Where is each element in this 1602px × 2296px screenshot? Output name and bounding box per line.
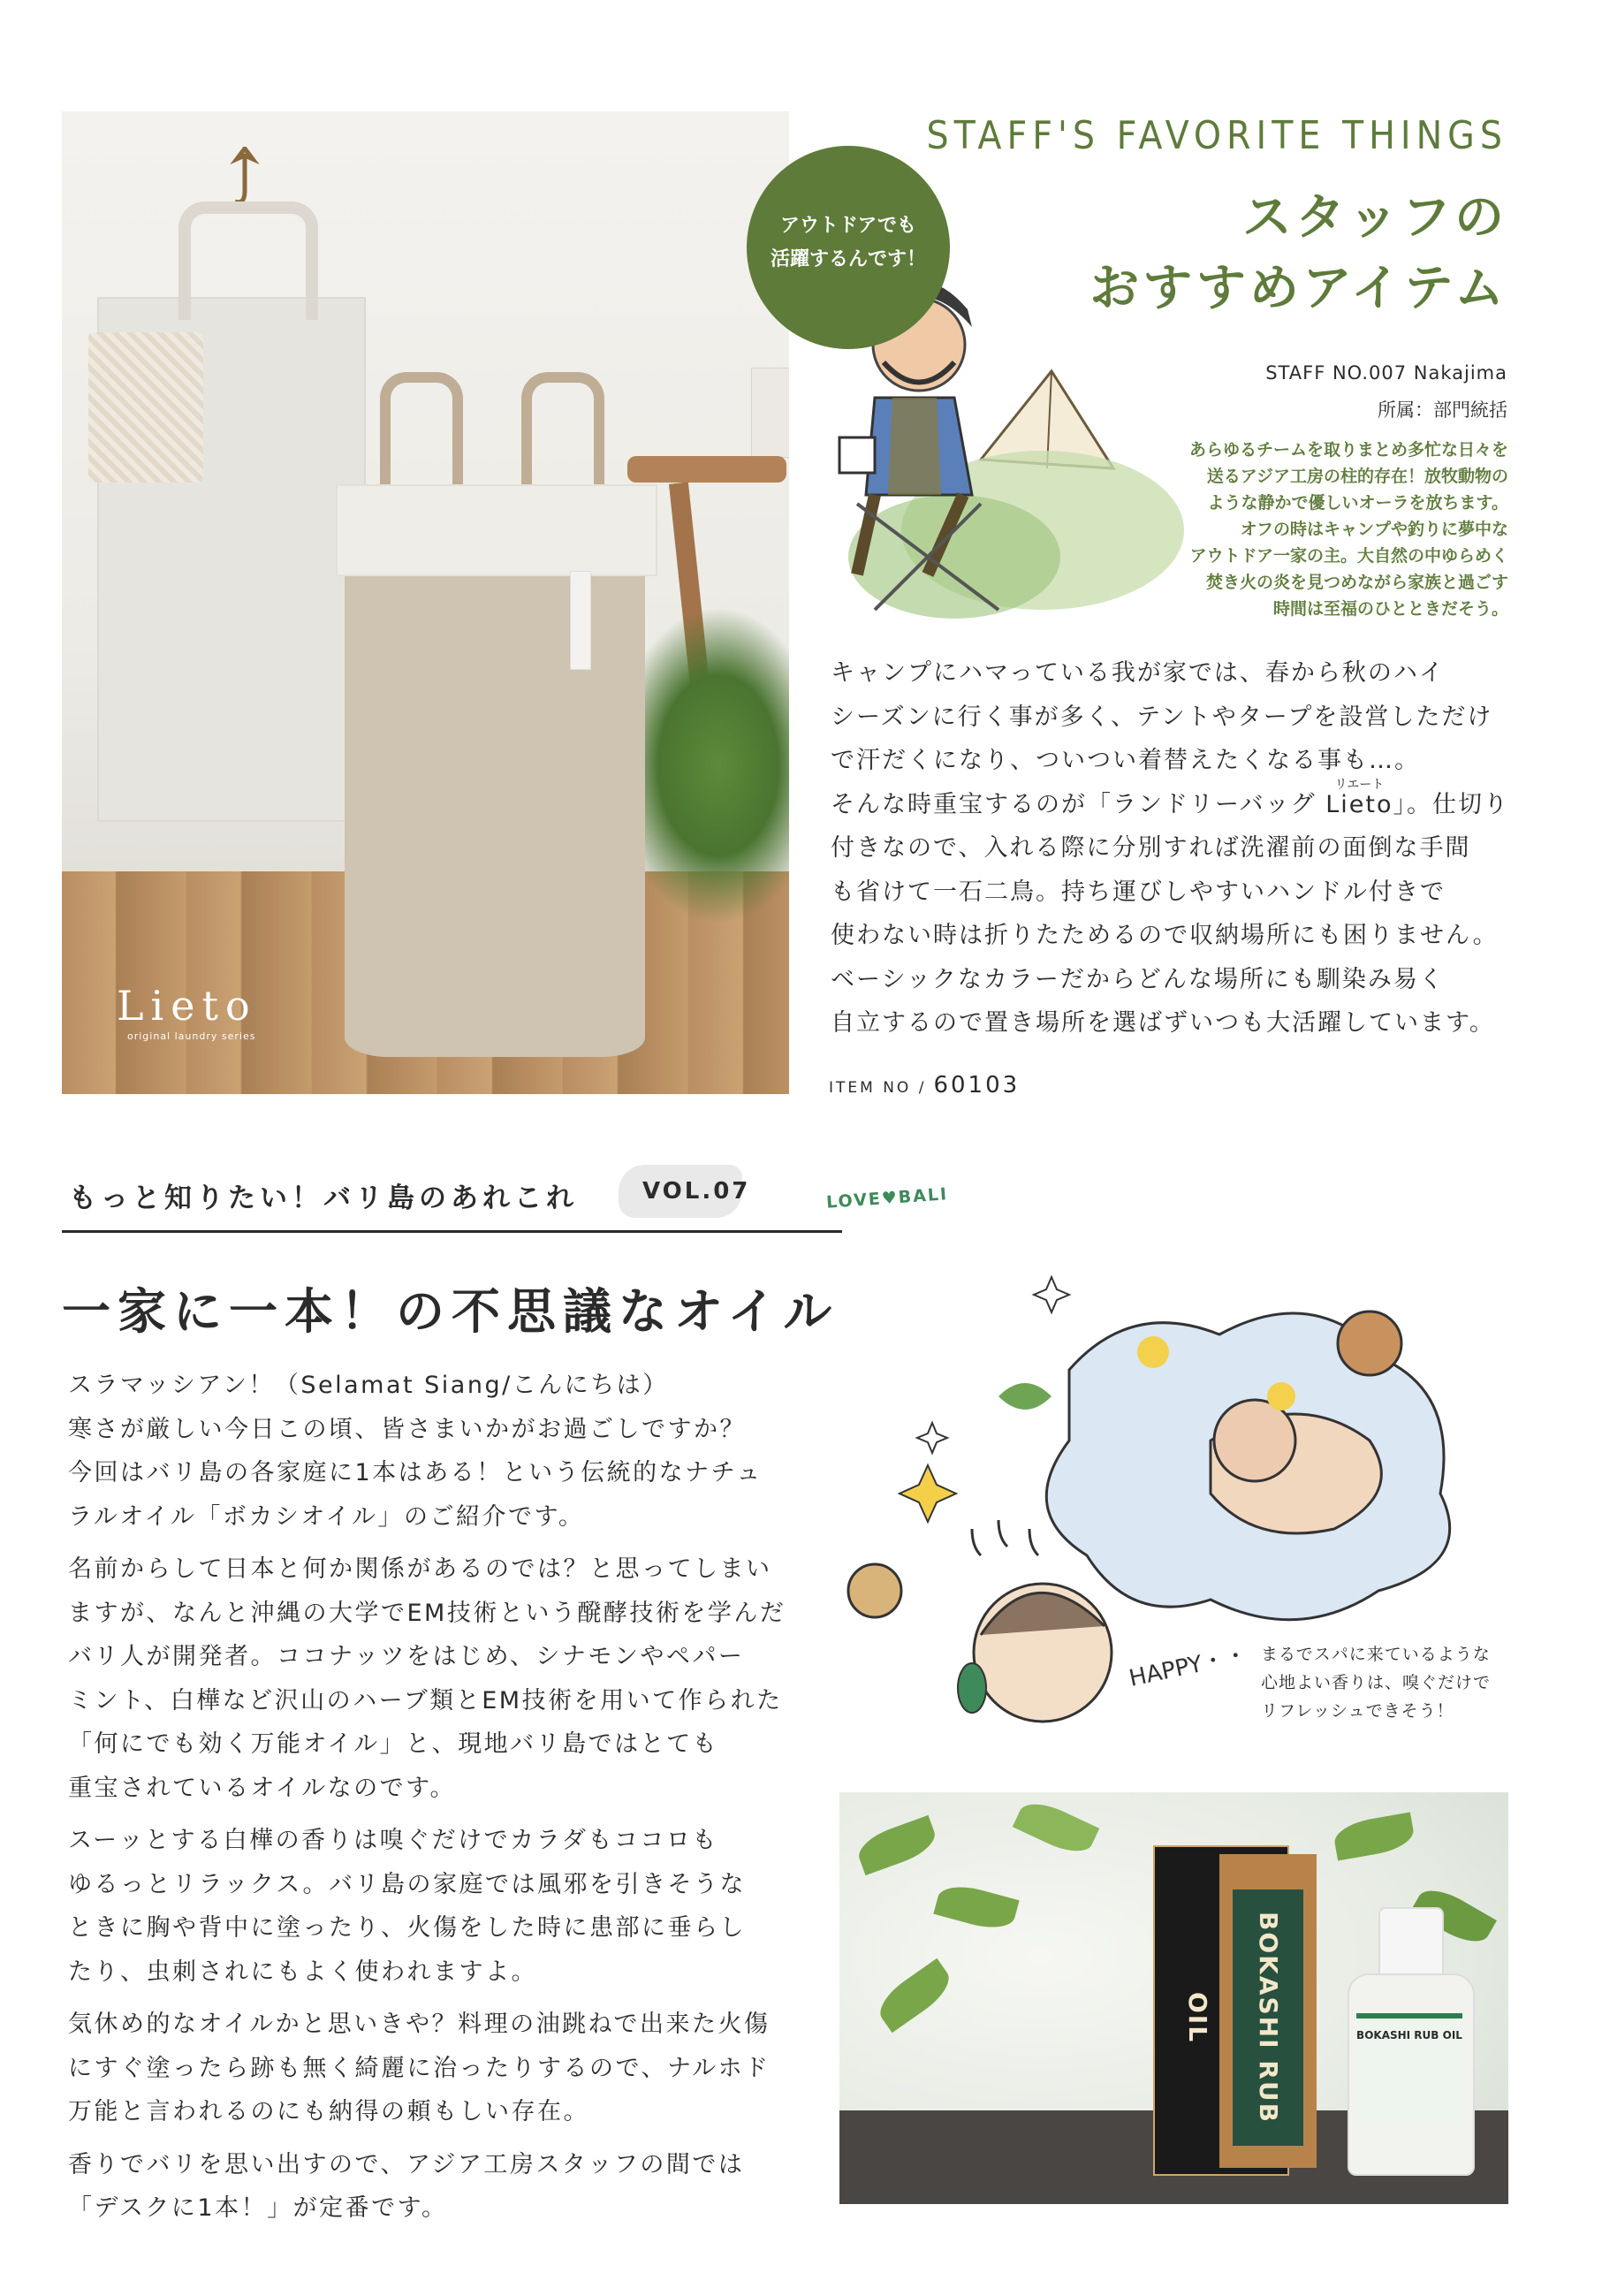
review-line: キャンプにハマっている我が家では、春から秋のハイ	[831, 659, 1445, 687]
profile-line: 時間は至福のひとときだそう。	[1272, 599, 1508, 619]
article-line: 寒さが厳しい今日この頃、皆さまいかがお過ごしですか？	[68, 1415, 746, 1443]
article-line: にすぐ塗ったら跡も無く綺麗に治ったりするので、ナルホド	[68, 2054, 771, 2082]
article-paragraph	[68, 2143, 801, 2231]
article-line: 香りでバリを思い出すので、アジア工房スタッフの間では	[68, 2150, 745, 2178]
article-line: ミント、白樺など沢山のハーブ類とEM技術を用いて作られた	[68, 1686, 783, 1714]
article-line: たり、虫刺されにもよく使われますよ。	[68, 1958, 537, 1986]
leaf	[1013, 1795, 1099, 1860]
review-line: も省けて一石二鳥。持ち運びしやすいハンドル付きで	[831, 878, 1446, 906]
staff-number: STAFF NO.007 Nakajima	[1265, 362, 1507, 384]
leaf	[872, 1958, 958, 2033]
article-line: バリ人が開発者。ココナッツをはじめ、シナモンやペパー	[68, 1643, 745, 1670]
staff-review-text	[831, 651, 1511, 1045]
leaf	[854, 1815, 940, 1875]
review-text-fragment: そんな時重宝するのが「ランドリーバッグ	[831, 790, 1326, 818]
speech-bubble-circle	[747, 146, 950, 349]
standing-laundry-bag	[345, 491, 645, 1057]
caption-line: リフレッシュできそう！	[1261, 1701, 1454, 1721]
article-line: 万能と言われるのにも納得の頼もしい存在。	[68, 2098, 589, 2125]
article-paragraph	[68, 1364, 801, 1539]
lieto-ruby	[1325, 777, 1393, 827]
review-line	[831, 777, 1511, 827]
profile-line: オフの時はキャンプや釣りに夢中な	[1240, 520, 1508, 539]
lieto-ruby-reading: リエート	[1334, 777, 1385, 792]
bali-series-heading: もっと知りたい！バリ島のあれこれ	[69, 1182, 578, 1214]
oil-box-label: BOKASHI RUB OIL	[1233, 1889, 1303, 2146]
caption-line: 心地よい香りは、嗅ぐだけで	[1261, 1673, 1492, 1692]
item-number	[829, 1072, 1020, 1099]
review-text-fragment: 」。仕切り	[1393, 790, 1509, 818]
lieto-logo: Lieto	[117, 982, 257, 1030]
review-line: 自立するので置き場所を選ばずいつも大活躍しています。	[831, 1009, 1495, 1037]
profile-line: ような静かで優しいオーラを放ちます。	[1207, 493, 1508, 513]
oil-article-body	[68, 1364, 801, 2239]
item-number-value: 60103	[933, 1072, 1021, 1099]
staff-profile	[1134, 437, 1508, 622]
bokashi-oil-photo	[839, 1792, 1508, 2204]
review-line: で汗だくになり、ついつい着替えたくなる事も…。	[831, 747, 1420, 774]
profile-line: 送るアジア工房の柱的存在！放牧動物の	[1206, 467, 1508, 486]
speech-line-2: 活躍するんです！	[770, 248, 926, 270]
article-line: 「何にでも効く万能オイル」と、現地バリ島ではとても	[68, 1730, 719, 1758]
article-line: 「デスクに1本！」が定番です。	[68, 2194, 448, 2222]
item-number-label: ITEM NO /	[829, 1079, 927, 1097]
article-line: スーッとする白樺の香りは嗅ぐだけでカラダもココロも	[68, 1827, 718, 1854]
oil-bottle-label	[1356, 2013, 1462, 2125]
article-line: ますが、なんと沖縄の大学でEM技術という醗酵技術を学んだ	[68, 1599, 786, 1627]
wooden-stool	[627, 456, 786, 483]
lieto-logo-subtitle: original laundry series	[127, 1030, 256, 1042]
article-line: ゆるっとリラックス。バリ島の家庭では風邪を引きそうな	[68, 1870, 746, 1898]
oil-article-title: 一家に一本！の不思議なオイル	[62, 1283, 839, 1340]
speech-line-1: アウトドアでも	[779, 215, 916, 237]
review-line: 使わない時は折りたためるので収納場所にも困りません。	[831, 922, 1499, 949]
article-paragraph	[68, 2003, 801, 2134]
staff-favorite-heading-en: STAFF'S FAVORITE THINGS	[926, 113, 1507, 158]
article-paragraph	[68, 1819, 801, 1994]
section-divider	[62, 1230, 842, 1233]
review-line: シーズンに行く事が多く、テントやタープを設営しただけ	[831, 703, 1493, 731]
staff-heading-jp-line2: おすすめアイテム	[1090, 260, 1507, 317]
leaf	[933, 1880, 1019, 1935]
laundry-bag-photo	[62, 111, 789, 1094]
review-line: 付きなので、入れる際に分別すれば洗濯前の面倒な手間	[831, 834, 1471, 862]
article-line: 今回はバリ島の各家庭に1本はある！という伝統的なナチュ	[68, 1459, 763, 1486]
article-line: スラマッシアン！（Selamat Siang/こんにちは）	[68, 1372, 669, 1399]
oil-bottle-cap	[1378, 1907, 1444, 1981]
bag-cuff	[336, 484, 657, 576]
leaf	[1332, 1812, 1416, 1860]
oil-bottle-label-text: BOKASHI RUB OIL	[1356, 2029, 1462, 2041]
staff-heading-jp-line1: スタッフの	[1242, 189, 1507, 247]
profile-line: アウトドア一家の主。大自然の中ゆらめく	[1189, 546, 1508, 566]
spa-illustration-caption	[1261, 1640, 1544, 1725]
article-line: 気休め的なオイルかと思いきや？料理の油跳ねで出来た火傷	[68, 2011, 771, 2038]
article-paragraph	[68, 1547, 801, 1810]
bali-volume: VOL.07	[642, 1178, 751, 1205]
article-line: ときに胸や背中に塗ったり、火傷をした時に患部に垂らし	[68, 1914, 746, 1942]
profile-line: あらゆるチームを取りまとめ多忙な日々を	[1188, 440, 1508, 460]
towel	[88, 332, 203, 483]
article-line: 重宝されているオイルなのです。	[68, 1774, 456, 1802]
article-line: ラルオイル「ボカシオイル」のご紹介です。	[68, 1502, 585, 1531]
review-line: ベーシックなカラーだからどんな場所にも馴染み易く	[831, 965, 1445, 993]
bag-tag	[570, 571, 591, 670]
profile-line: 焚き火の炎を見つめながら家族と過ごす	[1205, 573, 1508, 592]
lieto-word: Lieto	[1325, 790, 1393, 818]
background-bottle	[751, 368, 789, 458]
caption-line: まるでスパに来ているような	[1261, 1645, 1491, 1664]
love-bali-badge: LOVE♥BALI	[825, 1184, 949, 1213]
article-line: 名前からして日本と何か関係があるのでは？と思ってしまい	[68, 1555, 772, 1583]
happy-doodle-text: HAPPY・・	[1127, 1641, 1250, 1692]
staff-department: 所属：部門統括	[1378, 399, 1507, 421]
